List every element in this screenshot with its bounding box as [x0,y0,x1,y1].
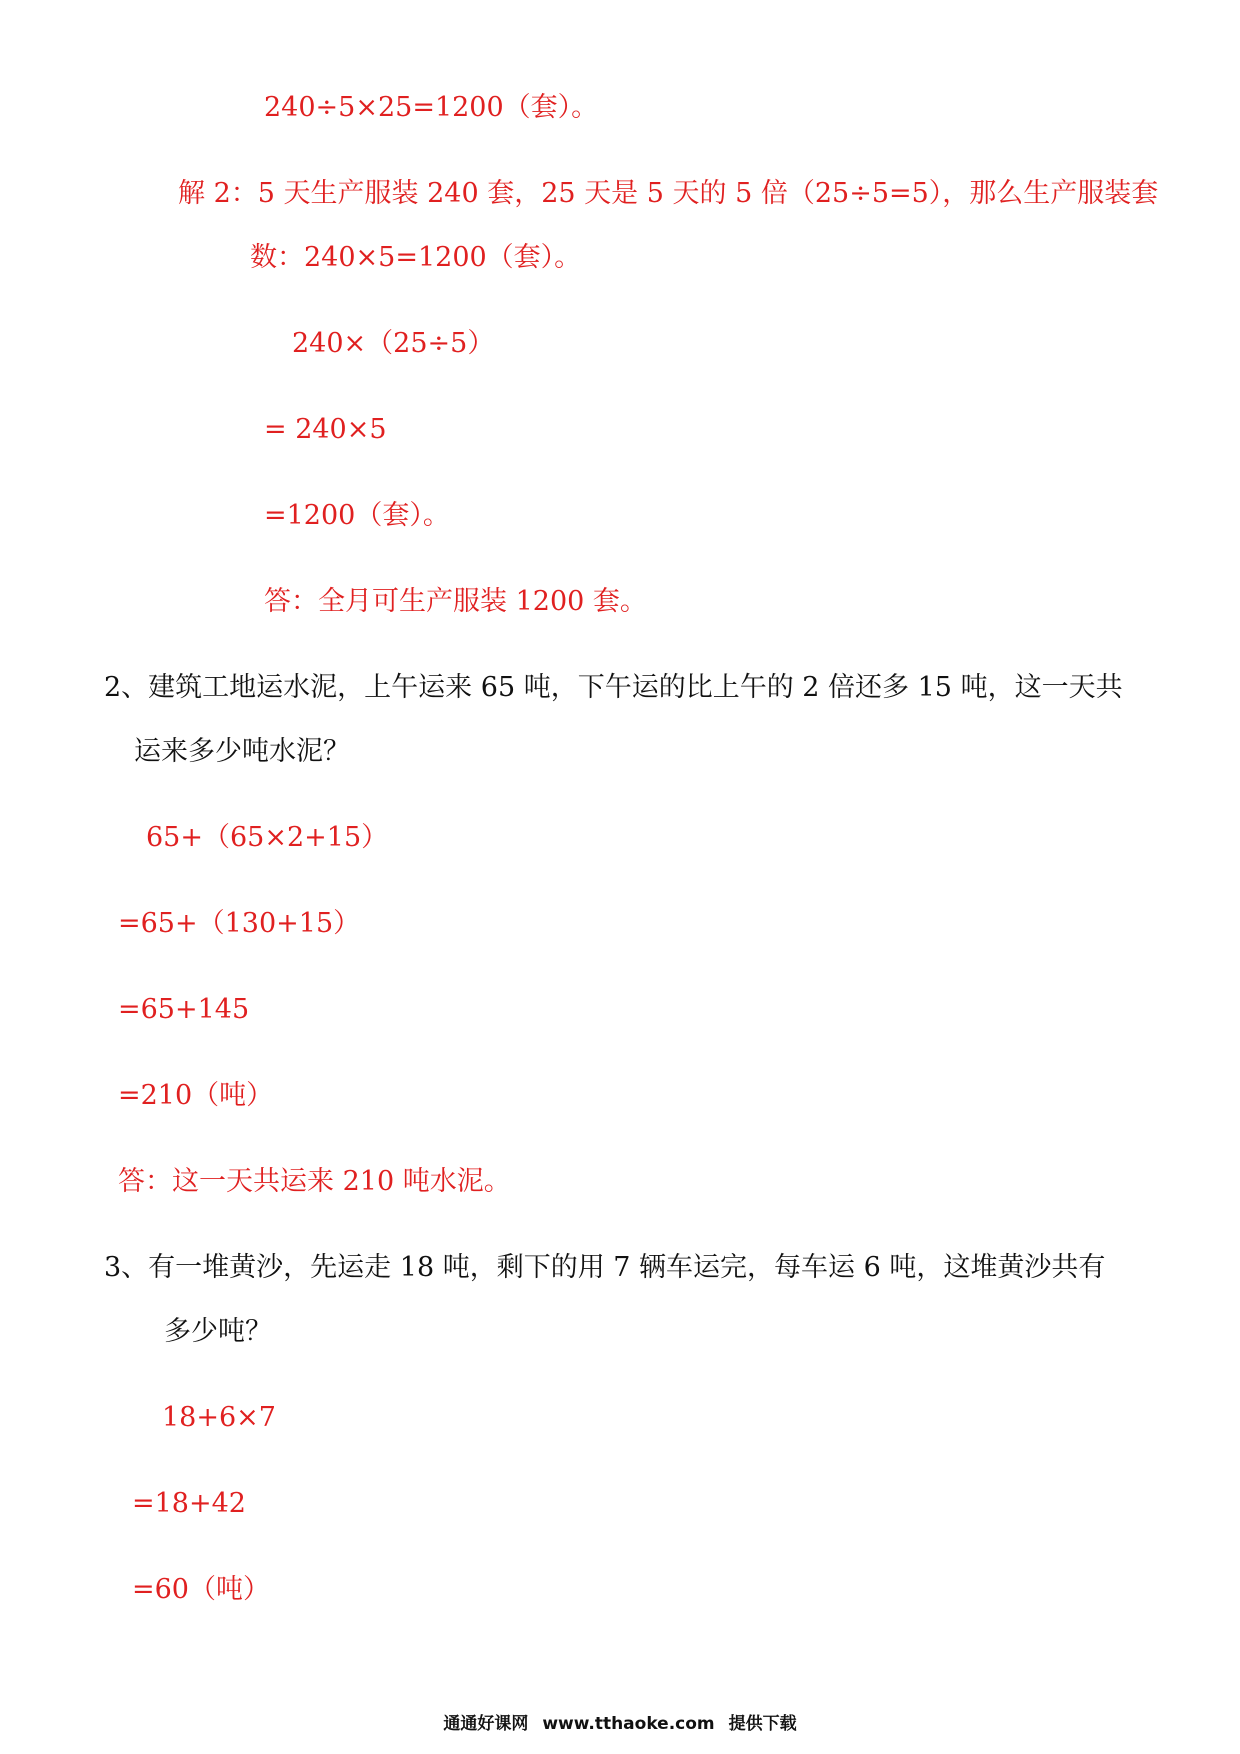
calc-step: =65+145 [118,994,250,1025]
page-footer [0,1712,1240,1736]
answer-line: 答：这一天共运来 210 吨水泥。 [118,1166,511,1197]
footer-site-url[interactable]: www.tthaoke.com [542,1714,715,1734]
calc-step: =210（吨） [118,1080,274,1111]
calc-step: =65+（130+15） [118,908,361,939]
solution-2-line-2: 数：240×5=1200（套）。 [250,242,582,273]
calc-step: 65+（65×2+15） [146,822,389,853]
footer-download-text: 提供下载 [728,1714,797,1734]
question-2-line-2: 运来多少吨水泥？ [134,736,350,767]
solution-2-line-1: 解 2：5 天生产服装 240 套，25 天是 5 天的 5 倍（25÷5=5），那么生产服装套 [178,178,1159,209]
question-3-line-1: 3、有一堆黄沙，先运走 18 吨，剩下的用 7 辆车运完，每车运 6 吨，这堆黄沙共有 [104,1252,1106,1283]
formula-line: 240÷5×25=1200（套）。 [264,92,599,123]
question-3-line-2: 多少吨？ [164,1316,272,1347]
calc-step: = 240×5 [264,414,387,445]
footer-site-name: 通通好课网 [443,1714,529,1734]
calc-step: 18+6×7 [162,1402,276,1433]
calc-step: =1200（套）。 [264,500,450,531]
calc-step: =18+42 [132,1488,246,1519]
calc-step: 240×（25÷5） [292,328,495,359]
answer-line: 答：全月可生产服装 1200 套。 [264,586,647,617]
question-2-line-1: 2、建筑工地运水泥，上午运来 65 吨，下午运的比上午的 2 倍还多 15 吨，这一天共 [104,672,1123,703]
calc-step: =60（吨） [132,1574,270,1605]
